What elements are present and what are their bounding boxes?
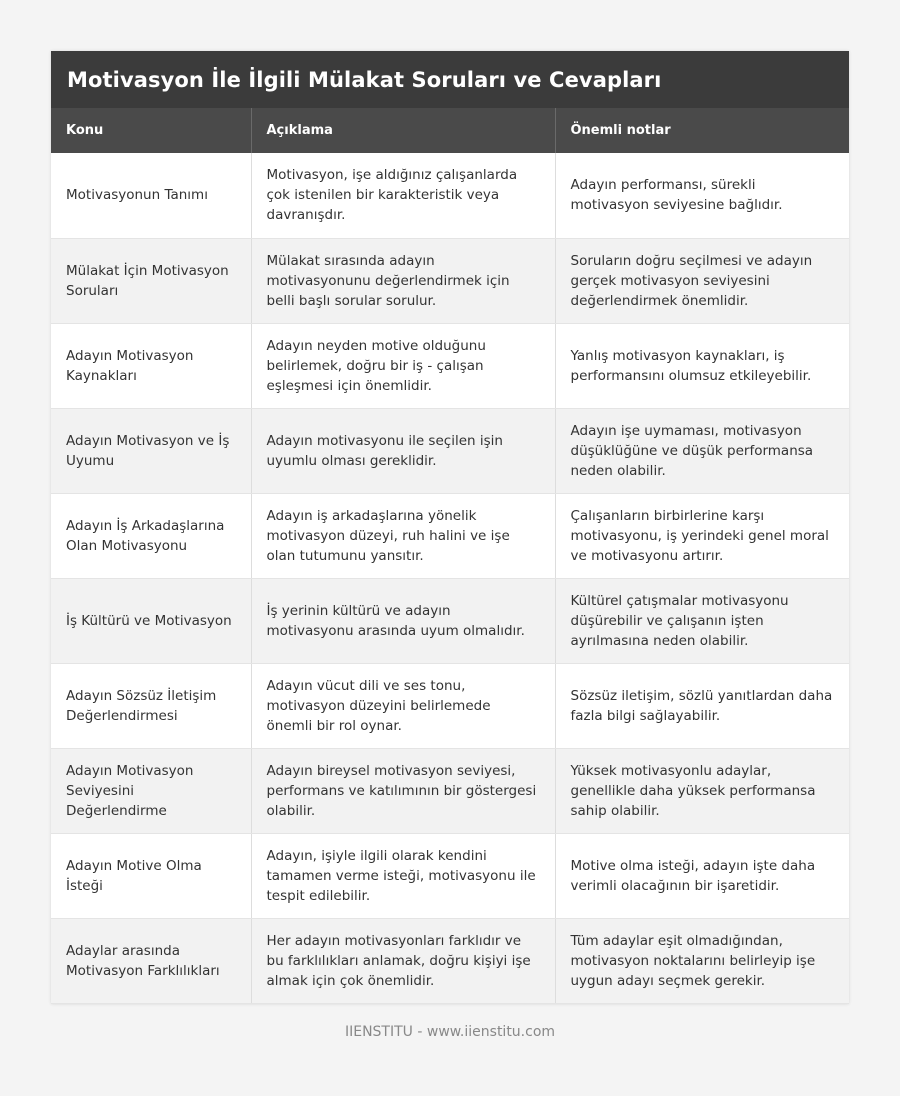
table-card <box>51 51 849 1004</box>
table-row <box>51 833 849 918</box>
cell-aciklama: Adayın motivasyonu ile seçilen işin uyumlu olması gereklidir. <box>251 408 555 493</box>
cell-konu: Motivasyonun Tanımı <box>51 153 251 238</box>
cell-notlar: Tüm adaylar eşit olmadığından, motivasyon noktalarını belirleyip işe uygun adayı seçmek gerekir. <box>555 918 849 1003</box>
table-row <box>51 323 849 408</box>
cell-aciklama: İş yerinin kültürü ve adayın motivasyonu arasında uyum olmalıdır. <box>251 578 555 663</box>
cell-konu: Adayın Motivasyon Seviyesini Değerlendirme <box>51 748 251 833</box>
cell-aciklama: Adayın neyden motive olduğunu belirlemek, doğru bir iş - çalışan eşleşmesi için önemlidir. <box>251 323 555 408</box>
table-row <box>51 748 849 833</box>
cell-konu: İş Kültürü ve Motivasyon <box>51 578 251 663</box>
cell-aciklama: Mülakat sırasında adayın motivasyonunu değerlendirmek için belli başlı sorular sorulur. <box>251 238 555 323</box>
header-konu: Konu <box>51 108 251 153</box>
cell-notlar: Motive olma isteği, adayın işte daha verimli olacağının bir işaretidir. <box>555 833 849 918</box>
cell-notlar: Çalışanların birbirlerine karşı motivasyonu, iş yerindeki genel moral ve motivasyonu artırır. <box>555 493 849 578</box>
cell-aciklama: Adayın, işiyle ilgili olarak kendini tamamen verme isteği, motivasyonu ile tespit edilebilir. <box>251 833 555 918</box>
cell-notlar: Sözsüz iletişim, sözlü yanıtlardan daha fazla bilgi sağlayabilir. <box>555 663 849 748</box>
cell-notlar: Adayın işe uymaması, motivasyon düşüklüğüne ve düşük performansa neden olabilir. <box>555 408 849 493</box>
table-row <box>51 153 849 238</box>
cell-konu: Adaylar arasında Motivasyon Farklılıkları <box>51 918 251 1003</box>
cell-konu: Adayın Sözsüz İletişim Değerlendirmesi <box>51 663 251 748</box>
table-row <box>51 918 849 1003</box>
header-row <box>51 108 849 153</box>
table-title: Motivasyon İle İlgili Mülakat Soruları ve Cevapları <box>51 51 849 108</box>
cell-notlar: Kültürel çatışmalar motivasyonu düşürebilir ve çalışanın işten ayrılmasına neden olabilir. <box>555 578 849 663</box>
table-row <box>51 238 849 323</box>
cell-notlar: Adayın performansı, sürekli motivasyon seviyesine bağlıdır. <box>555 153 849 238</box>
cell-aciklama: Motivasyon, işe aldığınız çalışanlarda çok istenilen bir karakteristik veya davranışdır. <box>251 153 555 238</box>
cell-notlar: Soruların doğru seçilmesi ve adayın gerçek motivasyon seviyesini değerlendirmek önemlidir. <box>555 238 849 323</box>
data-table <box>51 108 849 1004</box>
header-onemli-notlar: Önemli notlar <box>555 108 849 153</box>
cell-aciklama: Adayın iş arkadaşlarına yönelik motivasyon düzeyi, ruh halini ve işe olan tutumunu yansıtır. <box>251 493 555 578</box>
cell-konu: Adayın İş Arkadaşlarına Olan Motivasyonu <box>51 493 251 578</box>
cell-konu: Adayın Motivasyon Kaynakları <box>51 323 251 408</box>
footer-credit: IIENSTITU - www.iienstitu.com <box>344 1024 556 1040</box>
cell-konu: Adayın Motive Olma İsteği <box>51 833 251 918</box>
cell-konu: Mülakat İçin Motivasyon Soruları <box>51 238 251 323</box>
table-row <box>51 663 849 748</box>
table-row <box>51 493 849 578</box>
cell-aciklama: Adayın bireysel motivasyon seviyesi, performans ve katılımının bir göstergesi olabilir. <box>251 748 555 833</box>
table-row <box>51 408 849 493</box>
header-aciklama: Açıklama <box>251 108 555 153</box>
cell-notlar: Yüksek motivasyonlu adaylar, genellikle daha yüksek performansa sahip olabilir. <box>555 748 849 833</box>
cell-konu: Adayın Motivasyon ve İş Uyumu <box>51 408 251 493</box>
table-row <box>51 578 849 663</box>
cell-aciklama: Her adayın motivasyonları farklıdır ve bu farklılıkları anlamak, doğru kişiyi işe almak için çok önemlidir. <box>251 918 555 1003</box>
cell-aciklama: Adayın vücut dili ve ses tonu, motivasyon düzeyini belirlemede önemli bir rol oynar. <box>251 663 555 748</box>
cell-notlar: Yanlış motivasyon kaynakları, iş performansını olumsuz etkileyebilir. <box>555 323 849 408</box>
